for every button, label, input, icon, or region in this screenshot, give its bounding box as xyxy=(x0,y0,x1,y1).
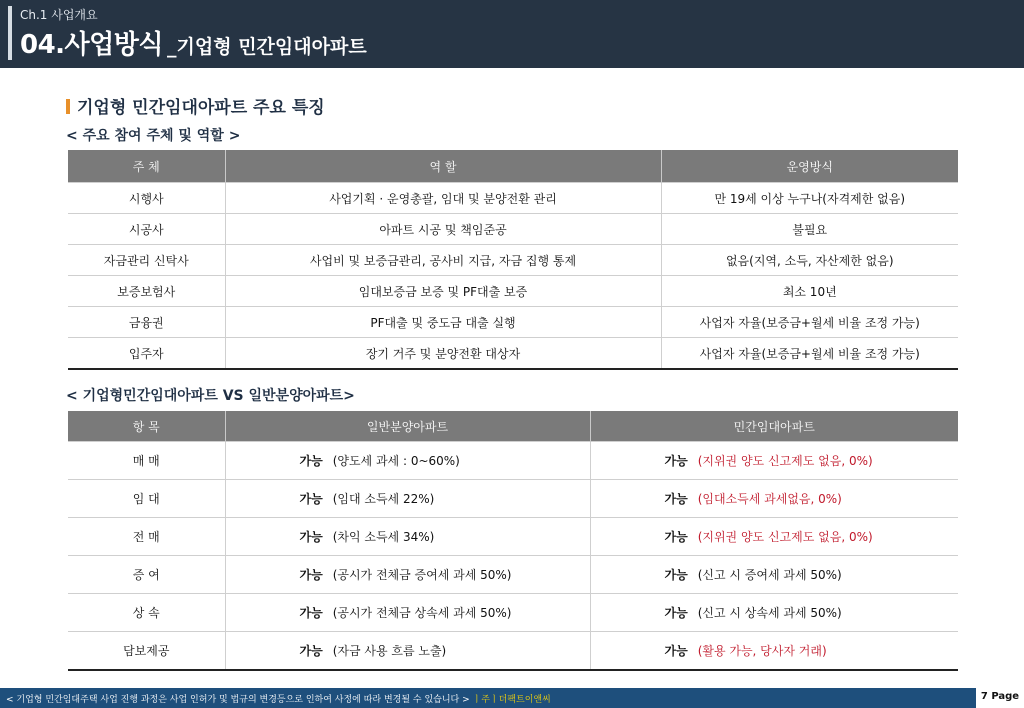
section-title-text: 기업형 민간임대아파트 주요 특징 xyxy=(77,98,325,118)
column-header: 주 체 xyxy=(68,150,225,183)
detail-text: (활용 가능, 당사자 거래) xyxy=(697,644,827,658)
table-row xyxy=(68,307,958,338)
detail-text: (차익 소득세 34%) xyxy=(332,530,435,544)
header-accent-bar xyxy=(8,6,12,60)
table-row xyxy=(68,276,958,307)
operation-cell: 사업자 자율(보증금+월세 비율 조정 가능) xyxy=(661,338,958,370)
column-header: 일반분양아파트 xyxy=(225,411,590,442)
table-row xyxy=(68,480,958,518)
operation-cell: 최소 10년 xyxy=(661,276,958,307)
item-cell: 담보제공 xyxy=(68,632,225,671)
status-text: 가능 xyxy=(664,644,688,658)
rental-cell xyxy=(590,442,958,480)
rental-cell xyxy=(590,518,958,556)
rental-cell xyxy=(590,480,958,518)
general-cell xyxy=(225,518,590,556)
entity-cell: 보증보험사 xyxy=(68,276,225,307)
comparison-table xyxy=(68,411,958,671)
entity-cell: 시행사 xyxy=(68,183,225,214)
company-name: ㅣ주ㅣ더팩트이앤씨 xyxy=(472,695,551,705)
status-text: 가능 xyxy=(299,530,323,544)
operation-cell: 없음(지역, 소득, 자산제한 없음) xyxy=(661,245,958,276)
status-text: 가능 xyxy=(299,644,323,658)
general-cell xyxy=(225,480,590,518)
table-row xyxy=(68,594,958,632)
role-cell: 장기 거주 및 분양전환 대상자 xyxy=(225,338,661,370)
page-title-sub: _기업형 민간임대아파트 xyxy=(167,36,367,58)
table-header-row xyxy=(68,411,958,442)
table1-heading: < 주요 참여 주체 및 역할 > xyxy=(66,128,241,144)
role-cell: 사업기획 · 운영총괄, 임대 및 분양전환 관리 xyxy=(225,183,661,214)
detail-text: (신고 시 상속세 과세 50%) xyxy=(697,606,842,620)
detail-text: (지위권 양도 신고제도 없음, 0%) xyxy=(697,530,873,544)
status-text: 가능 xyxy=(299,454,323,468)
status-text: 가능 xyxy=(664,530,688,544)
role-cell: 아파트 시공 및 책임준공 xyxy=(225,214,661,245)
rental-cell xyxy=(590,556,958,594)
entity-cell: 자금관리 신탁사 xyxy=(68,245,225,276)
status-text: 가능 xyxy=(299,606,323,620)
general-cell xyxy=(225,594,590,632)
table-row xyxy=(68,632,958,671)
column-header: 항 목 xyxy=(68,411,225,442)
section-title xyxy=(66,93,325,118)
page-header xyxy=(0,0,1024,68)
page-number: 7 Page xyxy=(980,691,1020,702)
table-row xyxy=(68,518,958,556)
rental-cell xyxy=(590,594,958,632)
footer-note xyxy=(6,692,551,705)
participants-table xyxy=(68,150,958,370)
table2-heading: < 기업형민간임대아파트 VS 일반분양아파트> xyxy=(66,388,355,404)
table-row xyxy=(68,245,958,276)
general-cell xyxy=(225,632,590,671)
rental-cell xyxy=(590,632,958,671)
item-cell: 매 매 xyxy=(68,442,225,480)
operation-cell: 사업자 자율(보증금+월세 비율 조정 가능) xyxy=(661,307,958,338)
general-cell xyxy=(225,442,590,480)
operation-cell: 불필요 xyxy=(661,214,958,245)
table-row xyxy=(68,338,958,370)
footer-note-text: < 기업형 민간임대주택 사업 진행 과정은 사업 인허가 및 법규의 변경등으로 인하여 사정에 따라 변경될 수 있습니다 > xyxy=(6,695,470,705)
status-text: 가능 xyxy=(299,492,323,506)
entity-cell: 시공사 xyxy=(68,214,225,245)
detail-text: (임대소득세 과세없음, 0%) xyxy=(697,492,842,506)
status-text: 가능 xyxy=(664,606,688,620)
status-text: 가능 xyxy=(299,568,323,582)
item-cell: 임 대 xyxy=(68,480,225,518)
table-row xyxy=(68,442,958,480)
status-text: 가능 xyxy=(664,492,688,506)
entity-cell: 금융권 xyxy=(68,307,225,338)
detail-text: (지위권 양도 신고제도 없음, 0%) xyxy=(697,454,873,468)
chapter-label: Ch.1 사업개요 xyxy=(20,8,98,22)
section-marker-icon xyxy=(66,99,70,114)
item-cell: 전 매 xyxy=(68,518,225,556)
detail-text: (임대 소득세 22%) xyxy=(332,492,435,506)
status-text: 가능 xyxy=(664,454,688,468)
table-row xyxy=(68,214,958,245)
general-cell xyxy=(225,556,590,594)
role-cell: 임대보증금 보증 및 PF대출 보증 xyxy=(225,276,661,307)
entity-cell: 입주자 xyxy=(68,338,225,370)
operation-cell: 만 19세 이상 누구나(자격제한 없음) xyxy=(661,183,958,214)
column-header: 민간임대아파트 xyxy=(590,411,958,442)
table-row xyxy=(68,556,958,594)
table-row xyxy=(68,183,958,214)
page-title-main: 04.사업방식 xyxy=(20,30,164,60)
column-header: 운영방식 xyxy=(661,150,958,183)
item-cell: 증 여 xyxy=(68,556,225,594)
role-cell: 사업비 및 보증금관리, 공사비 지급, 자금 집행 통제 xyxy=(225,245,661,276)
column-header: 역 할 xyxy=(225,150,661,183)
detail-text: (공시가 전체금 상속세 과세 50%) xyxy=(332,606,512,620)
item-cell: 상 속 xyxy=(68,594,225,632)
role-cell: PF대출 및 중도금 대출 실행 xyxy=(225,307,661,338)
page-footer xyxy=(0,688,976,708)
page-title xyxy=(20,24,367,61)
status-text: 가능 xyxy=(664,568,688,582)
detail-text: (공시가 전체금 증여세 과세 50%) xyxy=(332,568,512,582)
detail-text: (신고 시 증여세 과세 50%) xyxy=(697,568,842,582)
table-header-row xyxy=(68,150,958,183)
detail-text: (자금 사용 흐름 노출) xyxy=(332,644,447,658)
detail-text: (양도세 과세 : 0~60%) xyxy=(332,454,460,468)
